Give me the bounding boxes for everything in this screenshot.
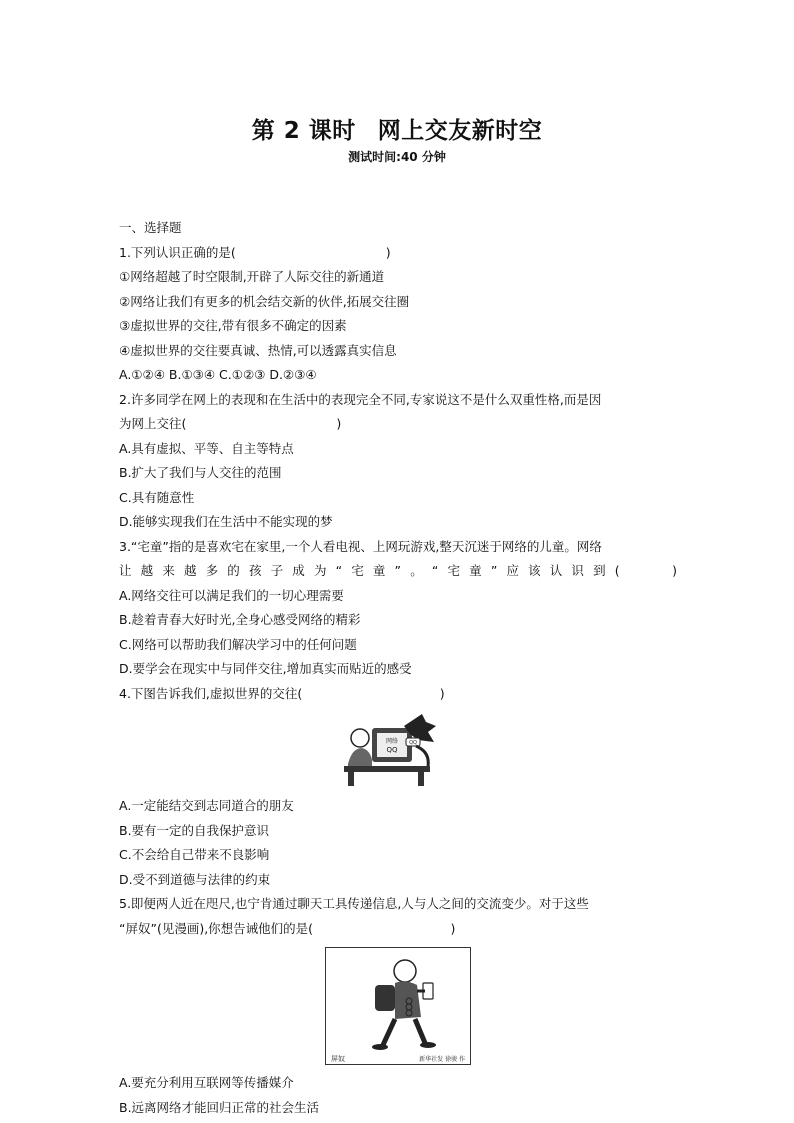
question-4-option: B.要有一定的自我保护意识 (119, 822, 270, 838)
title-lesson: 第 2 课时 (251, 118, 356, 144)
question-2-option: D.能够实现我们在生活中不能实现的梦 (119, 514, 333, 529)
question-3-option: B.趁着青春大好时光,全身心感受网络的精彩 (119, 612, 361, 627)
online-chat-cartoon (338, 712, 438, 788)
cartoon-caption-title: 屏奴 (331, 1055, 345, 1063)
cartoon-image (338, 712, 438, 788)
sign-qq-label: QQ (409, 740, 417, 746)
screen-slave-cartoon (325, 947, 471, 1065)
section-heading: 一、选择题 (119, 220, 182, 235)
question-3-option: A.网络交往可以满足我们的一切心理需要 (119, 587, 344, 603)
question-4-option: A.一定能结交到志同道合的朋友 (119, 798, 294, 813)
question-list (119, 216, 677, 1120)
page-title (0, 112, 794, 145)
question-1-statement: ③虚拟世界的交往,带有很多不确定的因素 (119, 318, 347, 333)
question-3-stem: 3.“宅童”指的是喜欢宅在家里,一个人看电视、上网玩游戏,整天沉迷于网络的儿童。网络 (119, 538, 602, 554)
question-4-option: D.受不到道德与法律的约束 (119, 871, 271, 887)
question-3-option: D.要学会在现实中与同伴交往,增加真实而贴近的感受 (119, 661, 412, 676)
question-3-stem: 让越来越多的孩子成为“宅童”。“宅童”应该认识到( ) (119, 563, 677, 578)
question-2-stem: 为网上交往( ) (119, 416, 342, 431)
question-1-statement: ④虚拟世界的交往要真诚、热情,可以透露真实信息 (119, 342, 397, 358)
question-2-option: B.扩大了我们与人交往的范围 (119, 465, 282, 480)
question-2-option: C.具有随意性 (119, 489, 195, 505)
question-1-statement: ②网络让我们有更多的机会结交新的伙伴,拓展交往圈 (119, 293, 410, 309)
test-time: 测试时间:40 分钟 (348, 150, 446, 164)
question-4-stem: 4.下图告诉我们,虚拟世界的交往( ) (119, 685, 445, 701)
question-5-option: B.远离网络才能回归正常的社会生活 (119, 1099, 320, 1115)
question-4-option: C.不会给自己带来不良影响 (119, 847, 270, 862)
title-topic: 网上交友新时空 (377, 118, 543, 144)
question-3-option: C.网络可以帮助我们解决学习中的任何问题 (119, 636, 357, 652)
screen-label: 网络 (385, 738, 399, 745)
cartoon-caption-credit: 新华社发 徐骏 作 (419, 1056, 465, 1063)
screen-qq-label: QQ (386, 746, 398, 754)
question-1-options: A.①②④ B.①③④ C.①②③ D.②③④ (119, 367, 317, 382)
question-1-stem: 1.下列认识正确的是( ) (119, 244, 391, 260)
question-5-stem: “屏奴”(见漫画),你想告诫他们的是( ) (119, 920, 456, 936)
question-5-option: A.要充分利用互联网等传播媒介 (119, 1075, 294, 1090)
question-1-statement: ①网络超越了时空限制,开辟了人际交往的新通道 (119, 269, 385, 284)
question-2-stem: 2.许多同学在网上的表现和在生活中的表现完全不同,专家说这不是什么双重性格,而是因 (119, 391, 602, 407)
cartoon-image (325, 947, 471, 1065)
question-2-option: A.具有虚拟、平等、自主等特点 (119, 440, 294, 456)
question-5-stem: 5.即便两人近在咫尺,也宁肯通过聊天工具传递信息,人与人之间的交流变少。对于这些 (119, 896, 589, 911)
